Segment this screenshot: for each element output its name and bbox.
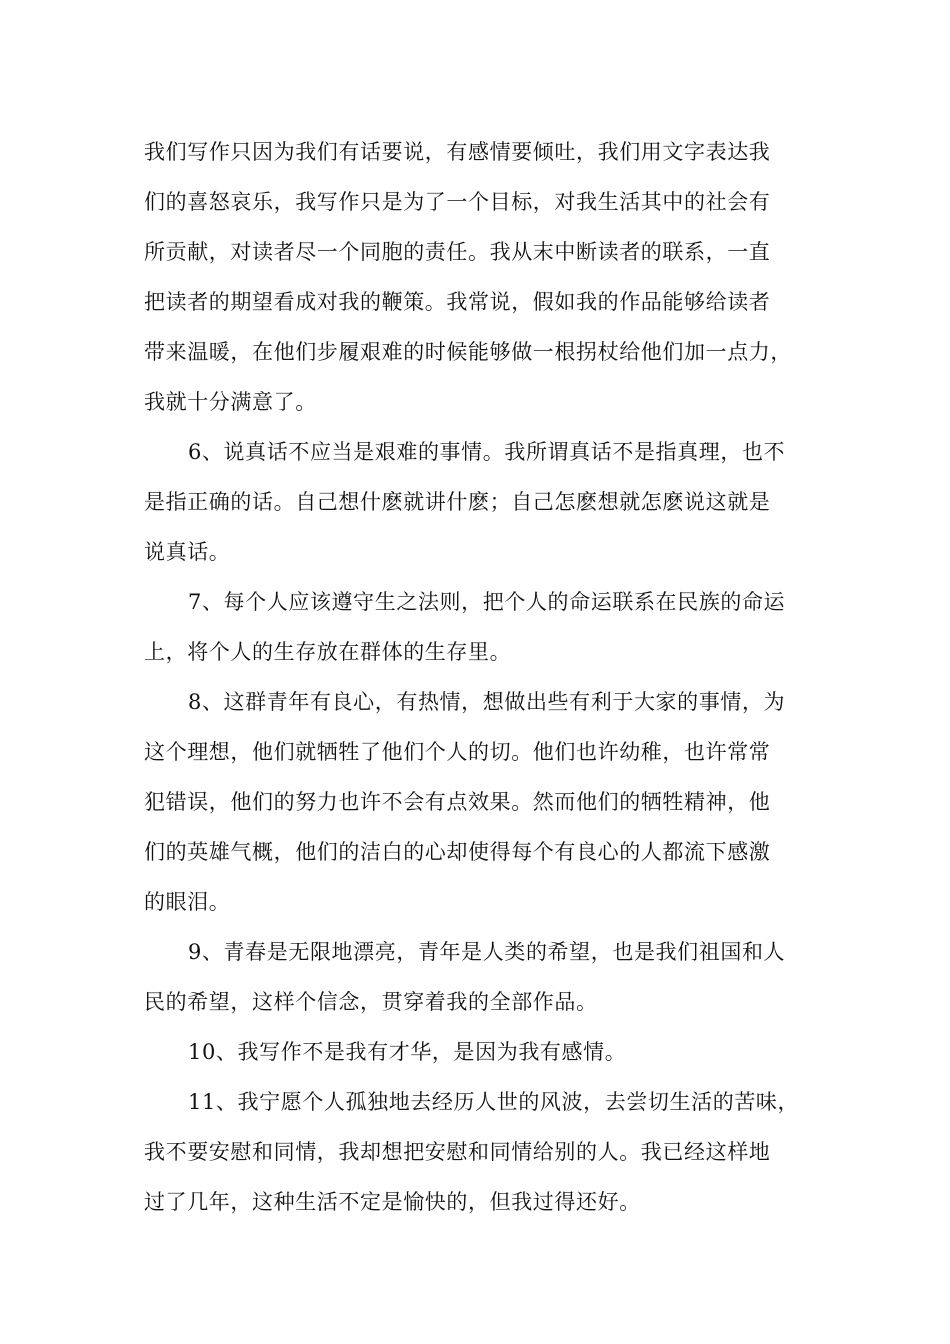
text-line: 们的喜怒哀乐，我写作只是为了一个目标，对我生活其中的社会有 [144,190,771,214]
text-line: 是指正确的话。自己想什麽就讲什麽；自己怎麽想就怎麽说这就是 [144,490,771,514]
paragraph-quote-9 [144,927,816,1027]
text-line: 民的希望，这样个信念，贯穿着我的全部作品。 [144,990,598,1014]
text-line: 我们写作只因为我们有话要说，有感情要倾吐，我们用文字表达我 [144,140,771,164]
text-line: 说真话。 [144,540,231,564]
text-line: 过了几年，这种生活不定是愉快的，但我过得还好。 [144,1190,641,1214]
paragraph-continuation [144,127,816,427]
paragraph-quote-8 [144,677,816,927]
paragraph-quote-6 [144,427,816,577]
text-line: 我就十分满意了。 [144,390,317,414]
document-body [144,127,816,1227]
text-line: 把读者的期望看成对我的鞭策。我常说，假如我的作品能够给读者 [144,290,771,314]
text-line: 所贡献，对读者尽一个同胞的责任。我从末中断读者的联系，一直 [144,240,771,264]
text-line: 7、每个人应该遵守生之法则，把个人的命运联系在民族的命运 [188,590,786,614]
paragraph-quote-10 [144,1027,816,1077]
text-line: 11、我宁愿个人孤独地去经历人世的风波，去尝切生活的苦味， [188,1090,800,1114]
text-line: 犯错误，他们的努力也许不会有点效果。然而他们的牺牲精神，他 [144,790,771,814]
paragraph-quote-7 [144,577,816,677]
text-line: 6、说真话不应当是艰难的事情。我所谓真话不是指真理，也不 [188,440,786,464]
text-line: 这个理想，他们就牺牲了他们个人的切。他们也许幼稚，也许常常 [144,740,771,764]
text-line: 9、青春是无限地漂亮，青年是人类的希望，也是我们祖国和人 [188,940,786,964]
text-line: 我不要安慰和同情，我却想把安慰和同情给别的人。我已经这样地 [144,1140,771,1164]
text-line: 8、这群青年有良心，有热情，想做出些有利于大家的事情，为 [188,690,786,714]
text-line: 10、我写作不是我有才华，是因为我有感情。 [188,1040,627,1064]
text-line: 的眼泪。 [144,890,231,914]
text-line: 们的英雄气概，他们的洁白的心却使得每个有良心的人都流下感激 [144,840,771,864]
text-line: 上，将个人的生存放在群体的生存里。 [144,640,512,664]
text-line: 带来温暖，在他们步履艰难的时候能够做一根拐杖给他们加一点力， [144,340,792,364]
paragraph-quote-11 [144,1077,816,1227]
